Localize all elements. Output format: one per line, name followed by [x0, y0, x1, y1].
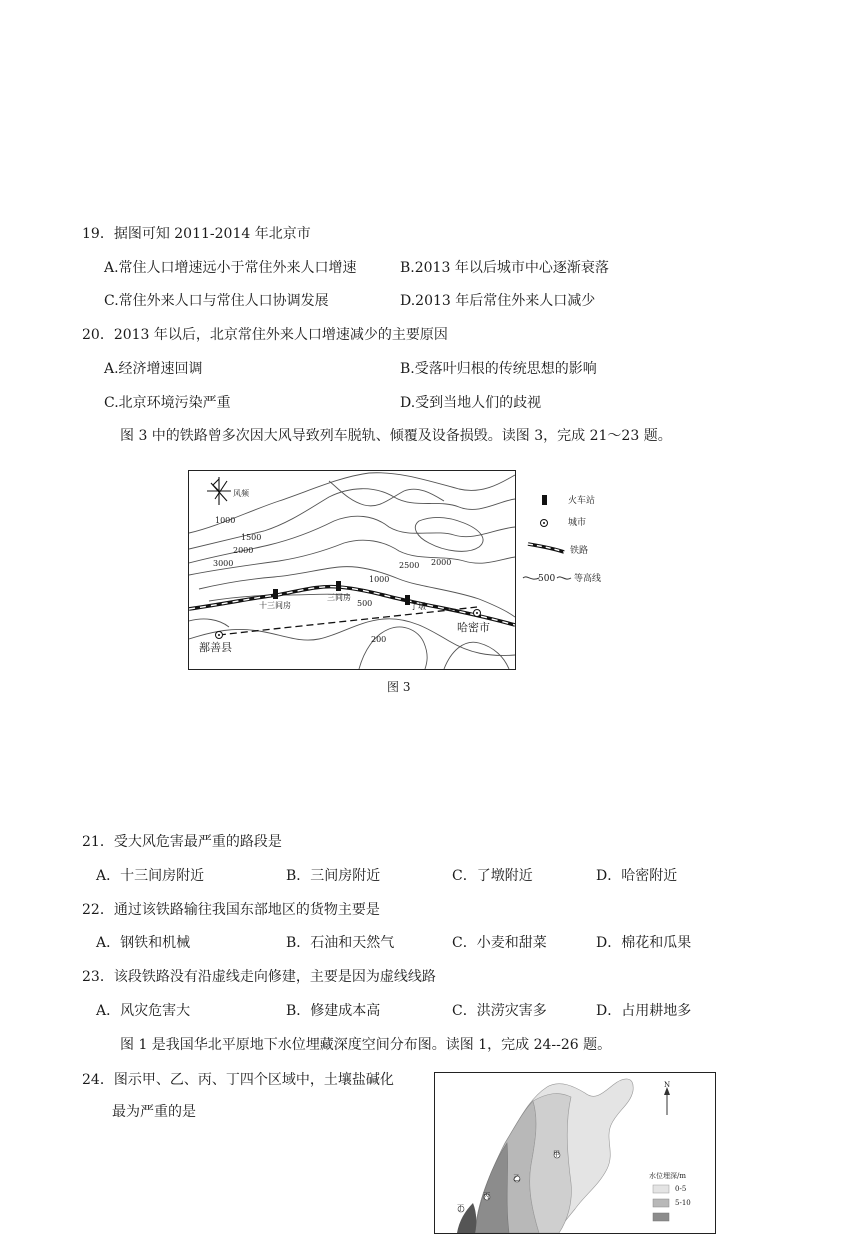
region-label-bing: 丙: [483, 1192, 490, 1200]
q23-option-a: A．风灾危害大: [96, 1003, 191, 1019]
q22-option-a: A．钢铁和机械: [96, 935, 191, 951]
q23-option-d: D．占用耕地多: [596, 1003, 692, 1019]
region-label-jia: 甲: [553, 1150, 560, 1158]
station-label-shisanjianfang: 十三间房: [259, 601, 291, 610]
county-label-shanshan: 鄯善县: [199, 641, 232, 654]
q24-stem-line1: 24．图示甲、乙、丙、丁四个区域中，土壤盐碱化: [82, 1072, 394, 1088]
figure1-map-drawing: [435, 1073, 715, 1233]
contour-line: [189, 619, 229, 627]
q20-option-c: C.北京环境污染严重: [104, 395, 231, 411]
q22-option-d: D．棉花和瓜果: [596, 935, 692, 951]
legend-contour-value: 500: [538, 574, 556, 584]
legend-title: 水位埋深/m: [649, 1172, 686, 1180]
figure3-intro: 图 3 中的铁路曾多次因大风导致列车脱轨、倾覆及设备损毁。读图 3，完成 21～23 题。: [120, 428, 672, 444]
contour-label-1000b: 1000: [369, 575, 390, 584]
railway-line: [189, 587, 515, 625]
wind-frequency-label: 风频: [233, 489, 249, 498]
legend-swatch-5-10: [653, 1199, 669, 1207]
legend-city-label: 城市: [568, 518, 587, 528]
q20-option-a: A.经济增速回调: [104, 361, 203, 377]
q22-option-b: B．石油和天然气: [286, 935, 395, 951]
q19-option-d: D.2013 年后常住外来人口减少: [400, 293, 596, 309]
figure3-caption: 图 3: [387, 680, 411, 694]
legend-contour-icon-tail: [556, 572, 572, 584]
legend-swatch-0-5: [653, 1185, 669, 1193]
city-label-hami: 哈密市: [457, 621, 490, 634]
region-yi-area: [530, 1094, 572, 1233]
figure3-map-drawing: [189, 471, 515, 669]
contour-label-2000a: 2000: [233, 546, 254, 555]
legend-city-icon: [537, 516, 551, 530]
contour-label-200: 200: [371, 635, 387, 644]
legend-station-icon: [542, 495, 547, 505]
figure3-map: [188, 470, 516, 670]
q20-stem: 20．2013 年以后，北京常住外来人口增速减少的主要原因: [82, 327, 448, 343]
contour-line: [199, 567, 515, 617]
figure1-intro: 图 1 是我国华北平原地下水位埋藏深度空间分布图。读图 1，完成 24--26 题。: [120, 1037, 612, 1053]
legend-label-0-5: 0-5: [675, 1185, 687, 1193]
station-marker-shisanjianfang: [273, 589, 278, 599]
q23-option-b: B．修建成本高: [286, 1003, 381, 1019]
station-label-liaodun: 了墩: [410, 602, 426, 611]
wind-rose-icon: [207, 477, 231, 505]
q19-stem: 19．据图可知 2011-2014 年北京市: [82, 226, 311, 242]
q24-stem-line2: 最为严重的是: [112, 1104, 196, 1120]
legend-contour-label: 等高线: [574, 574, 602, 584]
q21-option-a: A．十三间房附近: [96, 868, 205, 884]
legend-railway-icon: [526, 540, 566, 554]
q20-option-b: B.受落叶归根的传统思想的影响: [400, 361, 597, 377]
dashed-route-line: [219, 607, 477, 635]
q22-stem: 22．通过该铁路输往我国东部地区的货物主要是: [82, 902, 380, 918]
contour-label-1500: 1500: [241, 533, 262, 542]
legend-station-label: 火车站: [568, 496, 596, 506]
q23-option-c: C．洪涝灾害多: [452, 1003, 547, 1019]
figure1-map: [434, 1072, 716, 1234]
q23-stem: 23．该段铁路没有沿虚线走向修建，主要是因为虚线线路: [82, 969, 436, 985]
q21-option-d: D．哈密附近: [596, 868, 678, 884]
station-label-sanjianfang: 三间房: [327, 593, 351, 602]
station-marker-sanjianfang: [336, 581, 341, 591]
city-marker-hami-dot: [476, 612, 478, 614]
contour-label-500: 500: [357, 599, 373, 608]
legend-swatch-next: [653, 1213, 669, 1221]
q19-option-c: C.常住外来人口与常住人口协调发展: [104, 293, 329, 309]
q19-option-a: A.常住人口增速远小于常住外来人口增速: [104, 260, 357, 276]
q21-option-b: B．三间房附近: [286, 868, 381, 884]
contour-label-2000b: 2000: [431, 558, 452, 567]
q20-option-d: D.受到当地人们的歧视: [400, 395, 542, 411]
region-label-ding: 丁: [457, 1204, 464, 1212]
q21-option-c: C．了墩附近: [452, 868, 533, 884]
region-deep-area: [475, 1143, 509, 1233]
q22-option-c: C．小麦和甜菜: [452, 935, 547, 951]
q19-option-b: B.2013 年以后城市中心逐渐衰落: [400, 260, 609, 276]
legend-railway-label: 铁路: [570, 546, 589, 556]
region-label-yi: 乙: [513, 1174, 520, 1182]
contour-label-2500: 2500: [399, 561, 420, 570]
city-marker-shanshan-dot: [218, 634, 220, 636]
q21-stem: 21．受大风危害最严重的路段是: [82, 834, 282, 850]
contour-label-3000: 3000: [213, 559, 234, 568]
contour-label-1000a: 1000: [215, 516, 236, 525]
legend-label-5-10: 5-10: [675, 1199, 691, 1207]
north-label: N: [664, 1081, 671, 1089]
contour-line: [359, 627, 427, 669]
